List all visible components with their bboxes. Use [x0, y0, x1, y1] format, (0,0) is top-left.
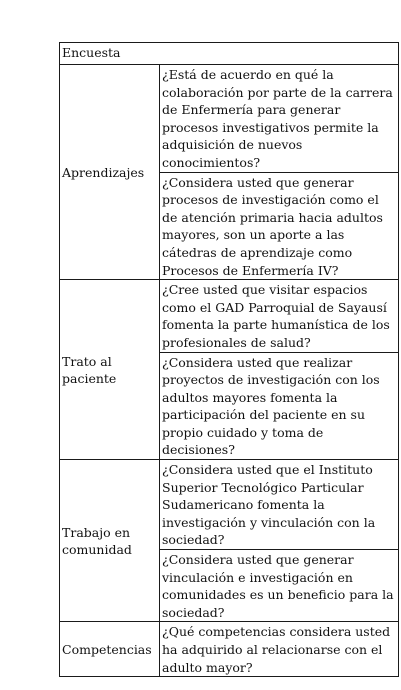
- question-cell: ¿Está de acuerdo en qué la colaboración por parte de la carrera de Enfermería para generar procesos investigativos permite la adquisición de nuevos conocimientos?: [160, 65, 399, 173]
- question-cell: ¿Considera usted que generar procesos de investigación como el de atención primaria hacia adultos mayores, son un aporte a las cátedras de aprendizaje como Procesos de Enfermería IV?: [160, 172, 399, 280]
- table-row: [60, 622, 399, 677]
- question-cell: ¿Considera usted que el Instituto Superior Tecnológico Particular Sudamericano fomenta la investigación y vinculación con la sociedad?: [160, 460, 399, 550]
- category-cell: Trato al paciente: [60, 280, 160, 460]
- table-row: [60, 280, 399, 352]
- table-header-row: [60, 43, 399, 65]
- question-cell: ¿Qué competencias considera usted ha adquirido al relacionarse con el adulto mayor?: [160, 622, 399, 677]
- category-cell: Aprendizajes: [60, 65, 160, 280]
- category-cell: Competencias: [60, 622, 160, 677]
- table-row: [60, 65, 399, 173]
- table-title: Encuesta: [60, 43, 399, 65]
- question-cell: ¿Considera usted que realizar proyectos de investigación con los adultos mayores fomenta la participación del paciente en su propio cuidado y toma de decisiones?: [160, 352, 399, 460]
- survey-table: [59, 42, 399, 677]
- table-row: [60, 460, 399, 550]
- question-cell: ¿Considera usted que generar vinculación e investigación en comunidades es un beneficio para la sociedad?: [160, 550, 399, 622]
- category-cell: Trabajo en comunidad: [60, 460, 160, 622]
- question-cell: ¿Cree usted que visitar espacios como el GAD Parroquial de Sayausí fomenta la parte humanística de los profesionales de salud?: [160, 280, 399, 352]
